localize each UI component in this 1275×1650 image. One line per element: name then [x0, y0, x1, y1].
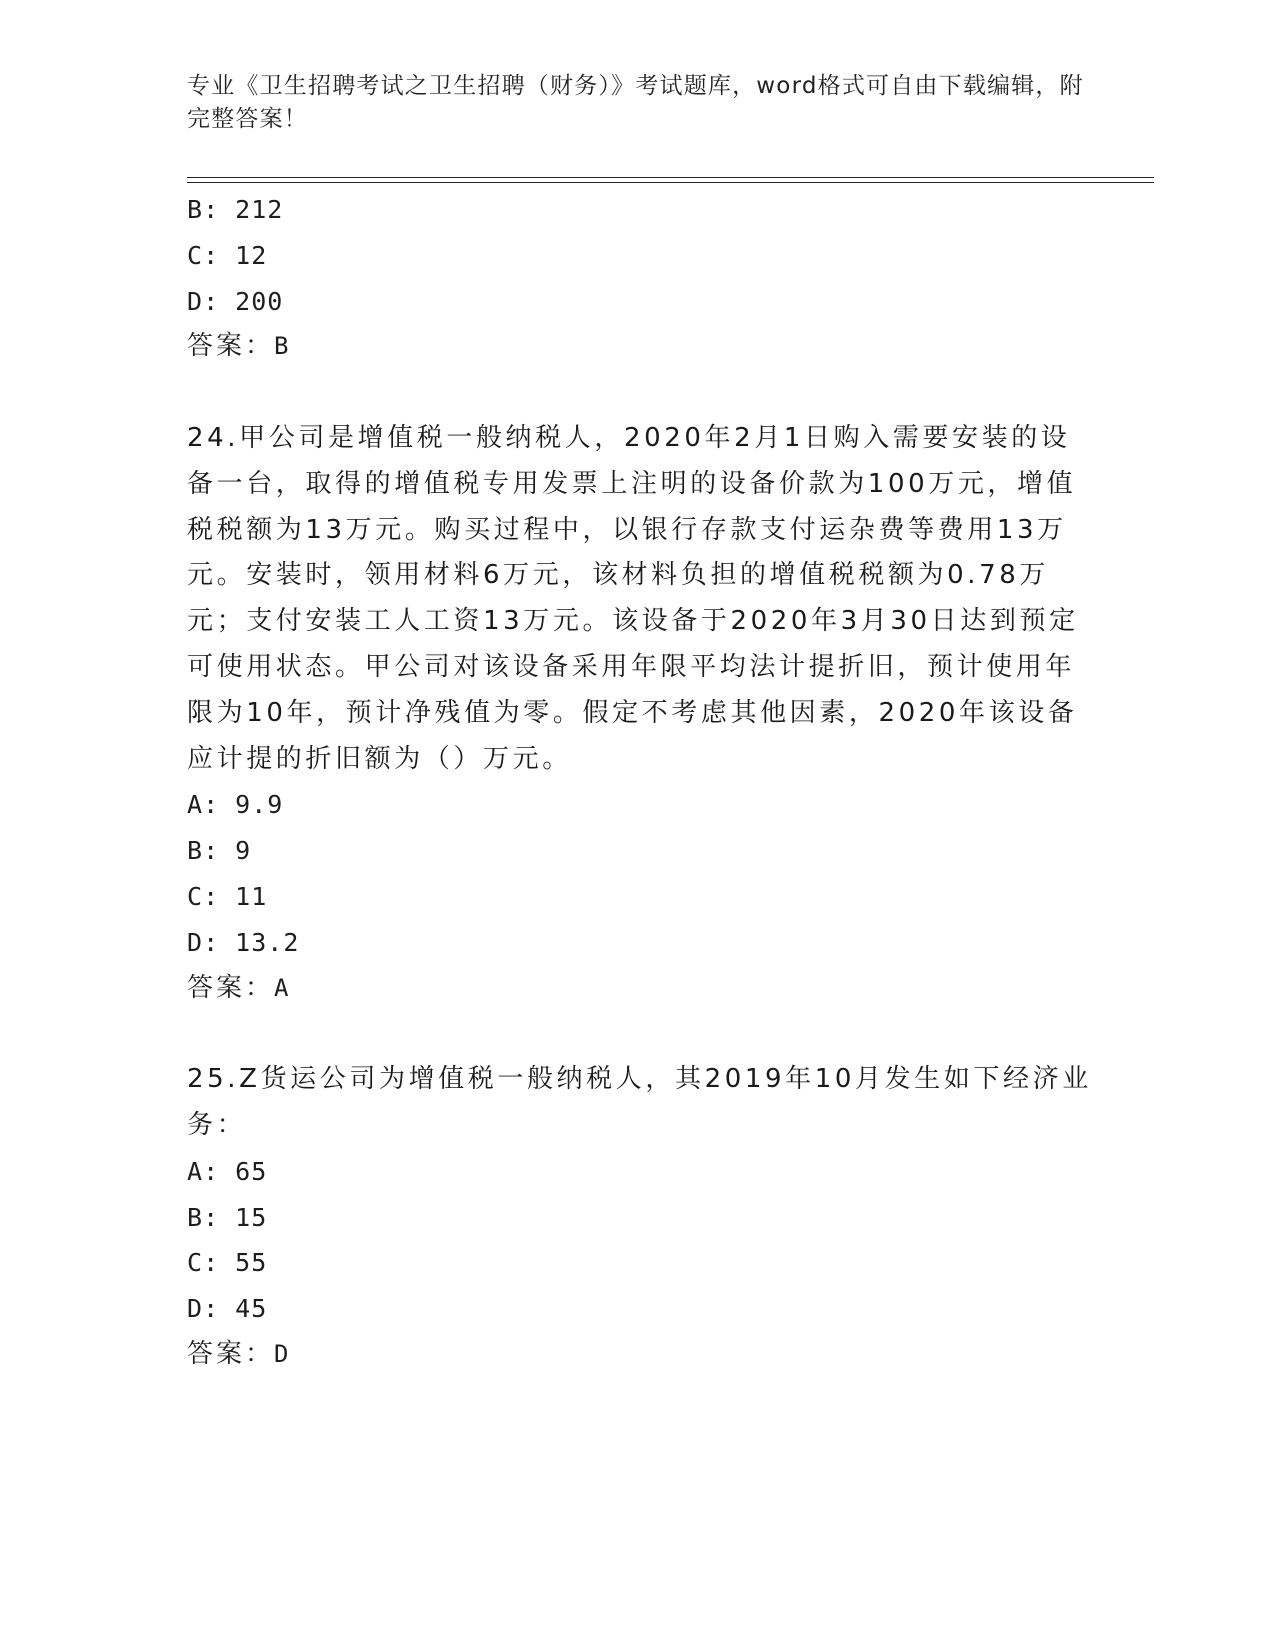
option-c: C: 12: [187, 240, 268, 270]
question-text: 24.甲公司是增值税一般纳税人，2020年2月1日购入需要安装的设备一台，取得的增值税专用发票上注明的设备价款为100万元，增值税税额为13万元。购买过程中，以银行存款支付运杂费等费用13万元。安装时，领用材料6万元，该材料负担的增值税税额为0.78万元；支付安装工人工资13万元。该设备于2020年3月30日达到预定可使用状态。甲公司对该设备采用年限平均法计提折旧，预计使用年限为10年，预计净残值为零。假定不考虑其他因素，2020年该设备应计提的折旧额为（）万元。: [187, 422, 1079, 774]
option-d: D: 45: [187, 1294, 268, 1324]
option-a: A: 9.9: [187, 790, 284, 820]
option-d: D: 13.2: [187, 927, 300, 957]
question-24: [187, 416, 1087, 1011]
option-d: D: 200: [187, 286, 284, 316]
header-title: 专业《卫生招聘考试之卫生招聘（财务）》考试题库，word格式可自由下载编辑，附完整答案！: [187, 73, 1084, 132]
option-c: C: 55: [187, 1248, 268, 1278]
option-b: B: 212: [187, 195, 284, 224]
question-25: [187, 1057, 1092, 1378]
option-b: B: 15: [187, 1202, 268, 1232]
option-c: C: 11: [187, 881, 268, 911]
document-header: [187, 70, 1087, 136]
header-divider-second: [187, 182, 1154, 183]
carryover-block: [187, 187, 1087, 370]
answer-line: 答案：A: [187, 972, 292, 1003]
question-text: 25.Z货运公司为增值税一般纳税人，其2019年10月发生如下经济业务：: [187, 1064, 1092, 1140]
answer-line: 答案：D: [187, 1338, 292, 1369]
answer-line: 答案：B: [187, 331, 292, 362]
option-a: A: 65: [187, 1156, 268, 1186]
question-number: 24.: [187, 422, 240, 453]
document-body: [187, 187, 1092, 1378]
header-divider: [187, 177, 1154, 178]
question-number: 25.: [187, 1064, 240, 1095]
option-b: B: 9: [187, 836, 252, 866]
